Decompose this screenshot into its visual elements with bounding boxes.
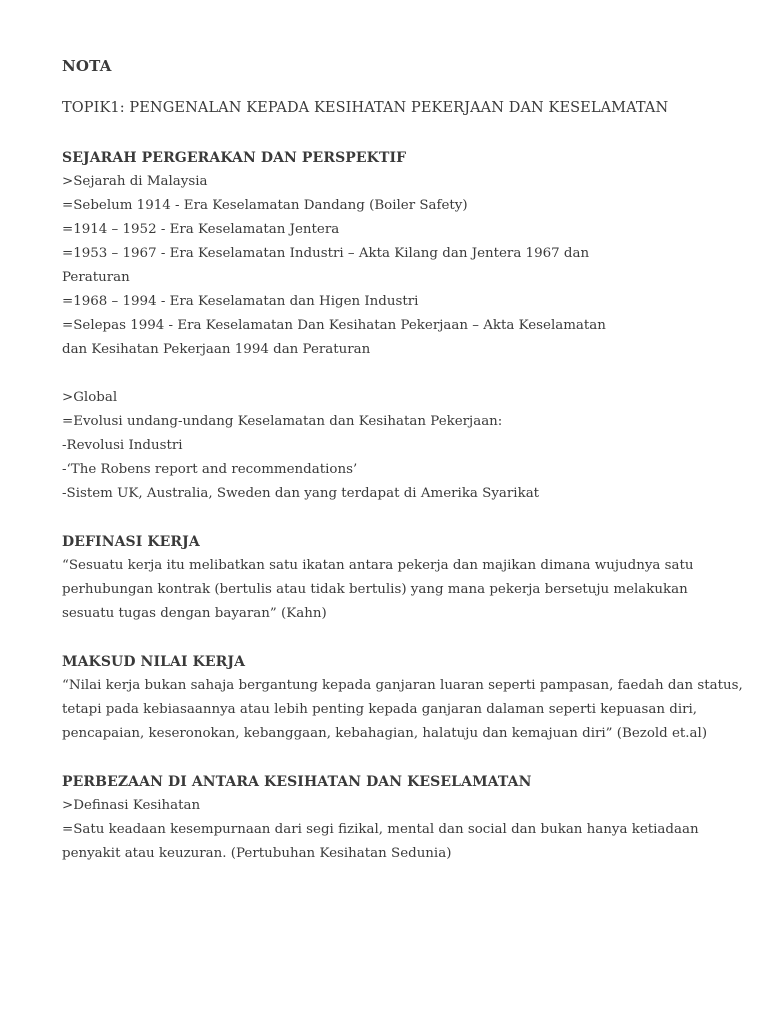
text-line: =1953 – 1967 - Era Keselamatan Industri – Akta Kilang dan Jentera 1967 dan	[62, 246, 590, 261]
text-line: sesuatu tugas dengan bayaran” (Kahn)	[62, 606, 327, 621]
document-page	[62, 56, 742, 866]
text-line: =Selepas 1994 - Era Keselamatan Dan Kesihatan Pekerjaan – Akta Keselamatan	[62, 318, 606, 333]
text-line: tetapi pada kebiasaannya atau lebih penting kepada ganjaran dalaman seperti kepuasan diri,	[62, 702, 698, 717]
section-heading: SEJARAH PERGERAKAN DAN PERSPEKTIF	[62, 150, 407, 166]
section-heading: DEFINASI KERJA	[62, 534, 200, 550]
text-line: Peraturan	[62, 270, 130, 285]
section-heading: MAKSUD NILAI KERJA	[62, 654, 246, 670]
text-line: penyakit atau keuzuran. (Pertubuhan Kesihatan Sedunia)	[62, 846, 452, 861]
document-title: NOTA	[62, 57, 112, 75]
text-line: >Global	[62, 390, 118, 405]
text-line: perhubungan kontrak (bertulis atau tidak bertulis) yang mana pekerja bersetuju melakukan	[62, 582, 688, 597]
section-sejarah	[62, 146, 742, 506]
text-line: “Nilai kerja bukan sahaja bergantung kepada ganjaran luaran seperti pampasan, faedah dan status,	[62, 678, 743, 693]
text-line: >Definasi Kesihatan	[62, 798, 201, 813]
section-definasi-kerja	[62, 530, 742, 626]
topic-heading: TOPIK1: PENGENALAN KEPADA KESIHATAN PEKERJAAN DAN KESELAMATAN	[62, 100, 669, 116]
text-line: =Satu keadaan kesempurnaan dari segi fizikal, mental dan social dan bukan hanya ketiadaan	[62, 822, 699, 837]
section-maksud-nilai-kerja	[62, 650, 742, 746]
text-line: =Sebelum 1914 - Era Keselamatan Dandang (Boiler Safety)	[62, 198, 468, 213]
text-line: =1914 – 1952 - Era Keselamatan Jentera	[62, 222, 340, 237]
text-line: =1968 – 1994 - Era Keselamatan dan Higen Industri	[62, 294, 419, 309]
text-line: -‘The Robens report and recommendations’	[62, 462, 358, 477]
text-line: =Evolusi undang-undang Keselamatan dan Kesihatan Pekerjaan:	[62, 414, 503, 429]
text-line: dan Kesihatan Pekerjaan 1994 dan Peraturan	[62, 342, 371, 357]
text-line: “Sesuatu kerja itu melibatkan satu ikatan antara pekerja dan majikan dimana wujudnya satu	[62, 558, 694, 573]
text-line: -Sistem UK, Australia, Sweden dan yang terdapat di Amerika Syarikat	[62, 486, 540, 501]
text-line: -Revolusi Industri	[62, 438, 183, 453]
text-line: pencapaian, keseronokan, kebanggaan, kebahagian, halatuju dan kemajuan diri” (Bezold et.al)	[62, 726, 708, 741]
section-heading: PERBEZAAN DI ANTARA KESIHATAN DAN KESELAMATAN	[62, 774, 532, 790]
text-line: >Sejarah di Malaysia	[62, 174, 208, 189]
section-perbezaan	[62, 770, 742, 866]
